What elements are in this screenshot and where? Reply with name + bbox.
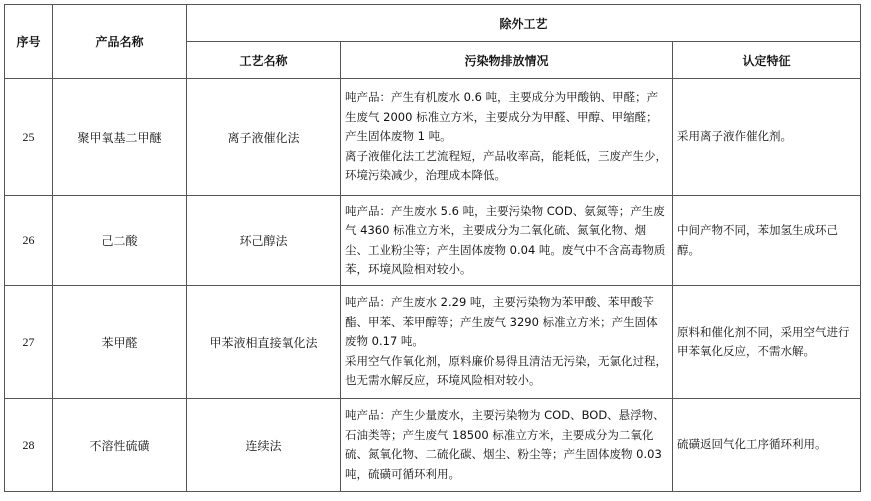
pollution-paragraph: 吨产品：产生有机废水 0.6 吨，主要成分为甲酸钠、甲醛；产生废气 2000 标准立方米，主要成分为甲醛、甲醇、甲缩醛；产生固体废物 1 吨。 (345, 90, 659, 144)
pollution-paragraph: 离子液催化法工艺流程短，产品收率高，能耗低，三废产生少，环境污染减少，治理成本降低。 (345, 148, 667, 183)
exempt-process-table (4, 4, 861, 492)
row-feature: 采用离子液作催化剂。 (673, 79, 861, 196)
row-product: 苯甲醛 (53, 286, 187, 399)
header-product: 产品名称 (53, 5, 187, 79)
table-row (5, 196, 861, 286)
row-seq: 25 (5, 79, 53, 196)
row-seq: 26 (5, 196, 53, 286)
table-row (5, 286, 861, 399)
row-product: 不溶性硫磺 (53, 399, 187, 492)
pollution-paragraph: 吨产品：产生废水 2.29 吨，主要污染物为苯甲酸、苯甲酸苄酯、甲苯、苯甲醇等；产生废气 3290 标准立方米；产生固体废物 0.17 吨。 (345, 295, 658, 349)
row-seq: 28 (5, 399, 53, 492)
row-process: 离子液催化法 (187, 79, 341, 196)
row-feature: 中间产物不同，苯加氢生成环己醇。 (673, 196, 861, 286)
pollution-paragraph: 采用空气作氧化剂，原料廉价易得且清洁无污染，无氯化过程，也无需水解反应，环境风险相对较小。 (345, 353, 667, 388)
row-product: 己二酸 (53, 196, 187, 286)
pollution-paragraph: 吨产品：产生废水 5.6 吨，主要污染物 COD、氨氮等；产生废气 4360 标准立方米，主要成分为二氧化硫、氮氧化物、烟尘、工业粉尘等；产生固体废物 0.04 吨。废气中不含高毒物质苯，环境风险相对较小。 (345, 203, 666, 276)
row-seq: 27 (5, 286, 53, 399)
row-process: 环己醇法 (187, 196, 341, 286)
header-process-name: 工艺名称 (187, 42, 341, 79)
table-row (5, 79, 861, 196)
header-exempt-process: 除外工艺 (187, 5, 861, 42)
table-row (5, 399, 861, 492)
row-pollution (341, 399, 673, 492)
header-feature: 认定特征 (673, 42, 861, 79)
row-process: 甲苯液相直接氧化法 (187, 286, 341, 399)
row-feature: 原料和催化剂不同，采用空气进行甲苯氧化反应，不需水解。 (673, 286, 861, 399)
row-pollution (341, 196, 673, 286)
row-product: 聚甲氧基二甲醚 (53, 79, 187, 196)
row-process: 连续法 (187, 399, 341, 492)
row-feature: 硫磺返回气化工序循环利用。 (673, 399, 861, 492)
pollution-paragraph: 吨产品：产生少量废水，主要污染物为 COD、BOD、悬浮物、石油类等；产生废气 18500 标准立方米，主要成分为二氧化硫、氮氧化物、二硫化碳、烟尘、粉尘等；产生固体废物 0.03 吨，硫磺可循环利用。 (345, 408, 665, 481)
row-pollution (341, 79, 673, 196)
header-seq: 序号 (5, 5, 53, 79)
header-pollution: 污染物排放情况 (341, 42, 673, 79)
row-pollution (341, 286, 673, 399)
